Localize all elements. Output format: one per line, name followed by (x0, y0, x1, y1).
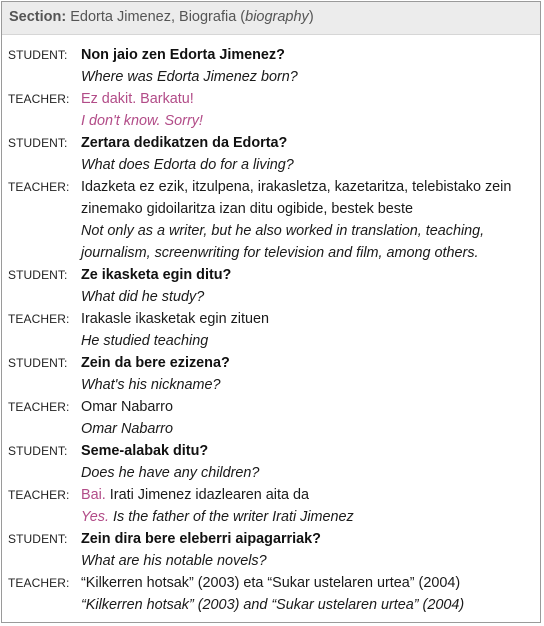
speaker-label: STUDENT: (8, 532, 68, 546)
section-header: Section: Edorta Jimenez, Biografia (biography) (2, 2, 540, 35)
student-turn (8, 264, 540, 308)
turn-translation: Not only as a writer, but he also worked in translation, teaching, journalism, screenwriting for television and film, among others. (81, 223, 485, 261)
turn-text-rest: Irati Jimenez idazlearen aita da (105, 487, 309, 503)
speaker-label: TEACHER: (8, 92, 70, 106)
turn-text: Idazketa ez ezik, itzulpena, irakasletza, kazetaritza, telebistako zein zinemako gidoilaritza izan ditu ogibide, bestek beste (81, 179, 512, 217)
teacher-turn (8, 396, 540, 440)
turn-text: Zein da bere ezizena? (81, 355, 230, 371)
teacher-turn (8, 176, 540, 264)
turn-translation: Does he have any children? (81, 465, 260, 481)
turn-translation: I don't know. Sorry! (81, 113, 203, 129)
conversation (2, 35, 540, 616)
section-type: biography (245, 9, 309, 25)
speaker-label: TEACHER: (8, 488, 70, 502)
speaker-label: TEACHER: (8, 180, 70, 194)
turn-text: Omar Nabarro (81, 399, 173, 415)
turn-translation: Where was Edorta Jimenez born? (81, 69, 298, 85)
speaker-label: TEACHER: (8, 400, 70, 414)
section-label: Section: (9, 9, 67, 25)
turn-text: Zertara dedikatzen da Edorta? (81, 135, 288, 151)
turn-translation: What's his nickname? (81, 377, 221, 393)
turn-text: Ze ikasketa egin ditu? (81, 267, 232, 283)
student-turn (8, 132, 540, 176)
teacher-turn (8, 88, 540, 132)
turn-translation: What are his notable novels? (81, 553, 267, 569)
speaker-label: STUDENT: (8, 268, 68, 282)
turn-text: Irakasle ikasketak egin zituen (81, 311, 269, 327)
teacher-turn (8, 308, 540, 352)
speaker-label: STUDENT: (8, 136, 68, 150)
speaker-label: STUDENT: (8, 444, 68, 458)
speaker-label: TEACHER: (8, 576, 70, 590)
speaker-label: STUDENT: (8, 356, 68, 370)
turn-text: Ez dakit. Barkatu! (81, 91, 194, 107)
turn-text: Non jaio zen Edorta Jimenez? (81, 47, 285, 63)
turn-text-highlight: Bai. (81, 487, 106, 503)
teacher-turn (8, 572, 540, 616)
turn-text: Zein dira bere eleberri aipagarriak? (81, 531, 321, 547)
turn-translation: What does Edorta do for a living? (81, 157, 294, 173)
student-turn (8, 352, 540, 396)
turn-translation (81, 506, 532, 528)
speaker-label: STUDENT: (8, 48, 68, 62)
turn-text: Seme-alabak ditu? (81, 443, 209, 459)
student-turn (8, 440, 540, 484)
turn-translation: He studied teaching (81, 333, 209, 349)
turn-translation: “Kilkerren hotsak” (2003) and “Sukar ustelaren urtea” (2004) (81, 597, 465, 613)
student-turn (8, 44, 540, 88)
teacher-turn (8, 484, 540, 528)
turn-text (81, 484, 532, 506)
dialogue-panel (1, 1, 541, 623)
speaker-label: TEACHER: (8, 312, 70, 326)
student-turn (8, 528, 540, 572)
turn-translation: Omar Nabarro (81, 421, 173, 437)
turn-text: “Kilkerren hotsak” (2003) eta “Sukar ustelaren urtea” (2004) (81, 575, 461, 591)
turn-translation-rest: Is the father of the writer Irati Jimenez (109, 509, 354, 525)
turn-translation-highlight: Yes. (81, 509, 110, 525)
section-title: Edorta Jimenez, Biografia (70, 9, 237, 25)
turn-translation: What did he study? (81, 289, 205, 305)
